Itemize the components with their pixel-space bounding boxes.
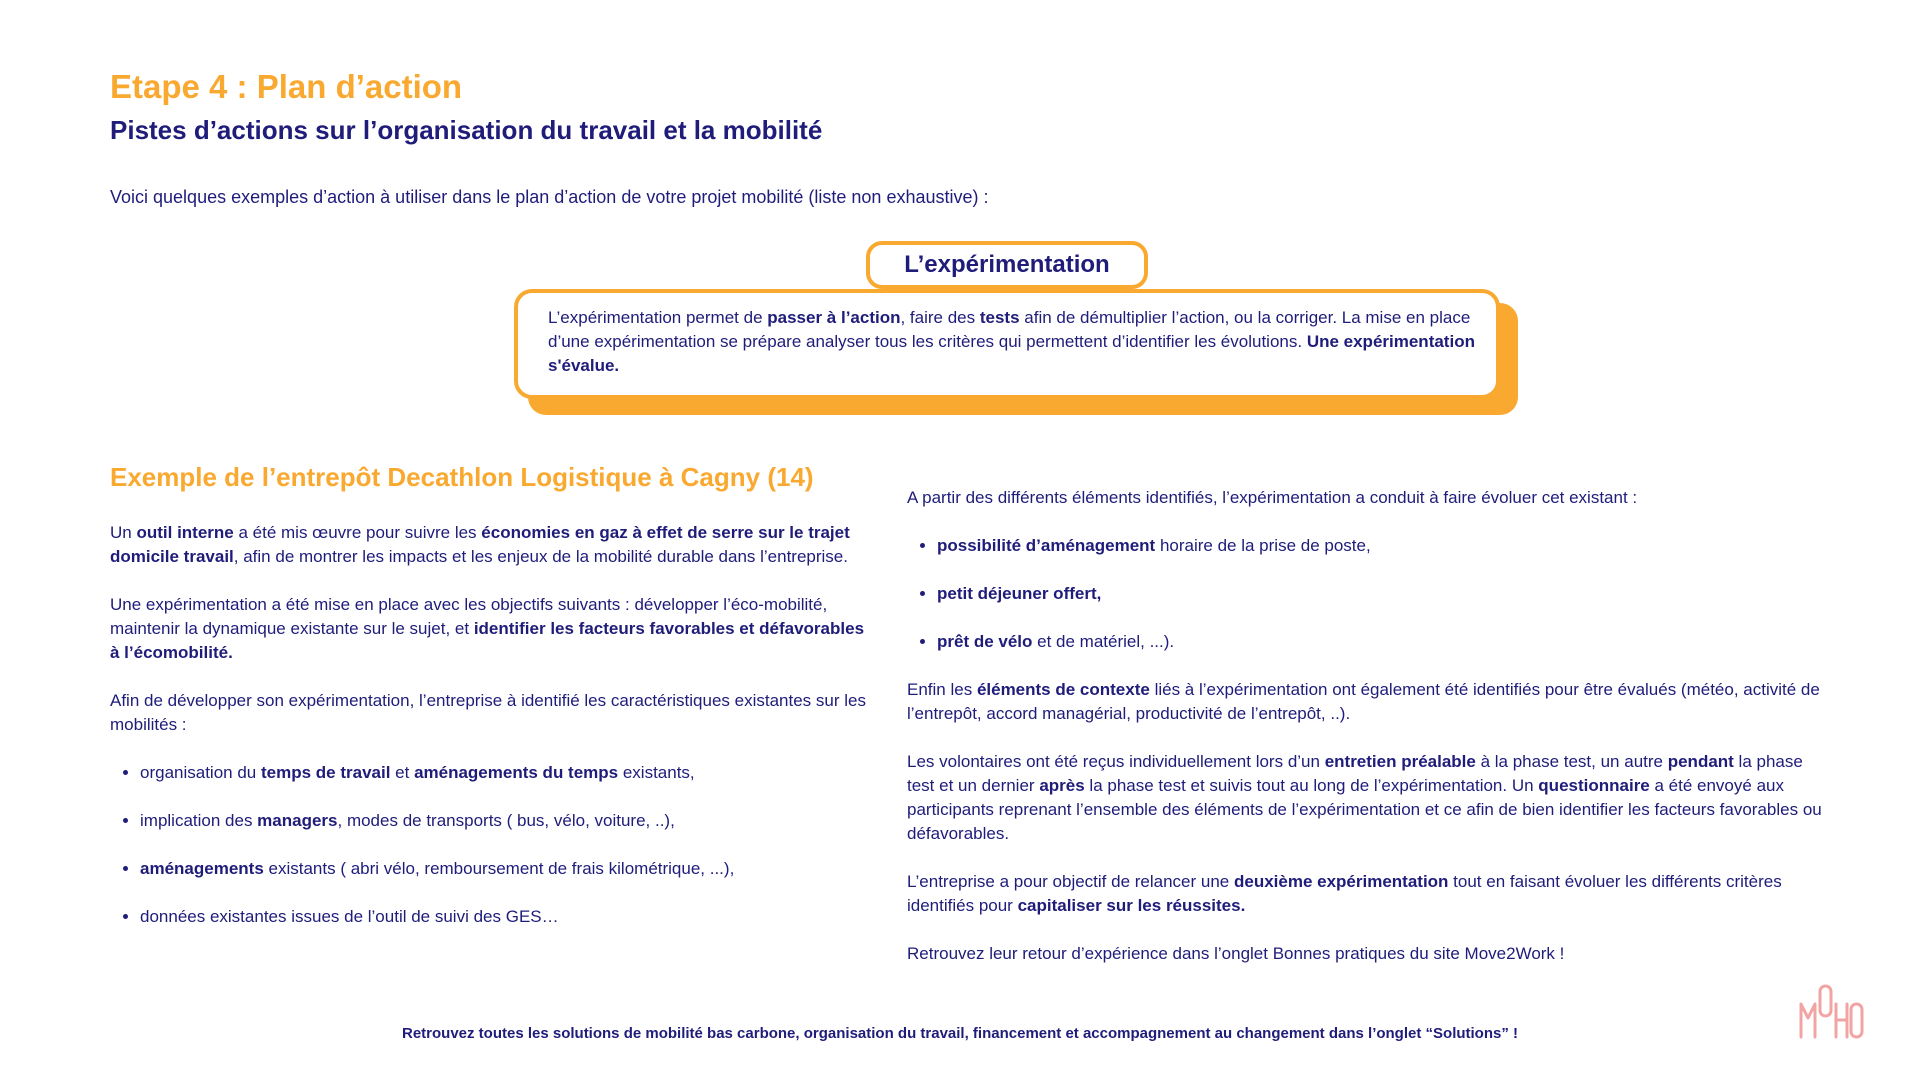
- paragraph-objectif: L’entreprise a pour objectif de relancer une deuxième expérimentation tout en faisant évoluer les différents critères identifiés pour capitaliser sur les réussites.: [907, 872, 1782, 915]
- paragraph-evolution: A partir des différents éléments identifiés, l’expérimentation a conduit à faire évoluer cet existant :: [907, 488, 1638, 507]
- right-column: [907, 486, 1827, 990]
- paragraph-contexte: Enfin les éléments de contexte liés à l’expérimentation ont également été identifiés pour être évalués (météo, activité de l’entrepôt, accord managérial, productivité de l’entrepôt, ..).: [907, 680, 1820, 723]
- left-bullet-list: [110, 761, 870, 929]
- footer-text: Retrouvez toutes les solutions de mobilité bas carbone, organisation du travail, financement et accompagnement au changement dans l’onglet “Solutions” !: [401, 1025, 1519, 1042]
- list-item: • prêt de vélo et de matériel, ...).: [937, 630, 1827, 654]
- paragraph-volontaires: Les volontaires ont été reçus individuellement lors d’un entretien préalable à la phase test, un autre pendant la phase test et un dernier après la phase test et suivis tout au long de l’expérimentation. Un questionnaire a été envoyé aux participants reprenant l’ensemble des éléments de l’expérimentation et ce afin de bien identifier les facteurs favorables ou défavorables.: [907, 752, 1822, 843]
- moho-logo: [1798, 982, 1864, 1042]
- experimentation-label: L’expérimentation: [866, 241, 1148, 289]
- list-item: • données existantes issues de l’outil de suivi des GES…: [140, 905, 870, 929]
- page-subtitle: Pistes d’actions sur l’organisation du travail et la mobilité: [110, 115, 823, 145]
- list-item: • possibilité d’aménagement horaire de la prise de poste,: [937, 534, 1827, 558]
- left-column: [110, 462, 870, 929]
- paragraph-objectifs: Une expérimentation a été mise en place avec les objectifs suivants : développer l’éco-mobilité, maintenir la dynamique existante sur le sujet, et identifier les facteurs favorables et défavorables à l’écomobilité.: [110, 595, 865, 662]
- paragraph-outil-interne: Un outil interne a été mis œuvre pour suivre les économies en gaz à effet de serre sur le trajet domicile travail, afin de montrer les impacts et les enjeux de la mobilité durable dans l’entreprise.: [110, 523, 850, 566]
- list-item: • aménagements existants ( abri vélo, remboursement de frais kilométrique, ...),: [140, 857, 870, 881]
- list-item: • petit déjeuner offert,: [937, 582, 1827, 606]
- intro-text: Voici quelques exemples d’action à utiliser dans le plan d’action de votre projet mobilité (liste non exhaustive) :: [110, 187, 989, 207]
- step-title: Etape 4 : Plan d’action: [110, 68, 463, 105]
- right-bullet-list: [907, 534, 1827, 654]
- experimentation-description: L’expérimentation permet de passer à l’action, faire des tests afin de démultiplier l’action, ou la corriger. La mise en place d’une expérimentation se prépare analyser tous les critères qui permettent d’identifier les évolutions. Une expérimentation s'évalue.: [548, 308, 1475, 375]
- paragraph-retour-experience: Retrouvez leur retour d’expérience dans l’onglet Bonnes pratiques du site Move2Work !: [907, 944, 1565, 963]
- paragraph-caracteristiques: Afin de développer son expérimentation, l’entreprise à identifié les caractéristiques existantes sur les mobilités :: [110, 691, 866, 734]
- list-item: • implication des managers, modes de transports ( bus, vélo, voiture, ..),: [140, 809, 870, 833]
- example-title: Exemple de l’entrepôt Decathlon Logistique à Cagny (14): [110, 462, 814, 492]
- list-item: • organisation du temps de travail et aménagements du temps existants,: [140, 761, 870, 785]
